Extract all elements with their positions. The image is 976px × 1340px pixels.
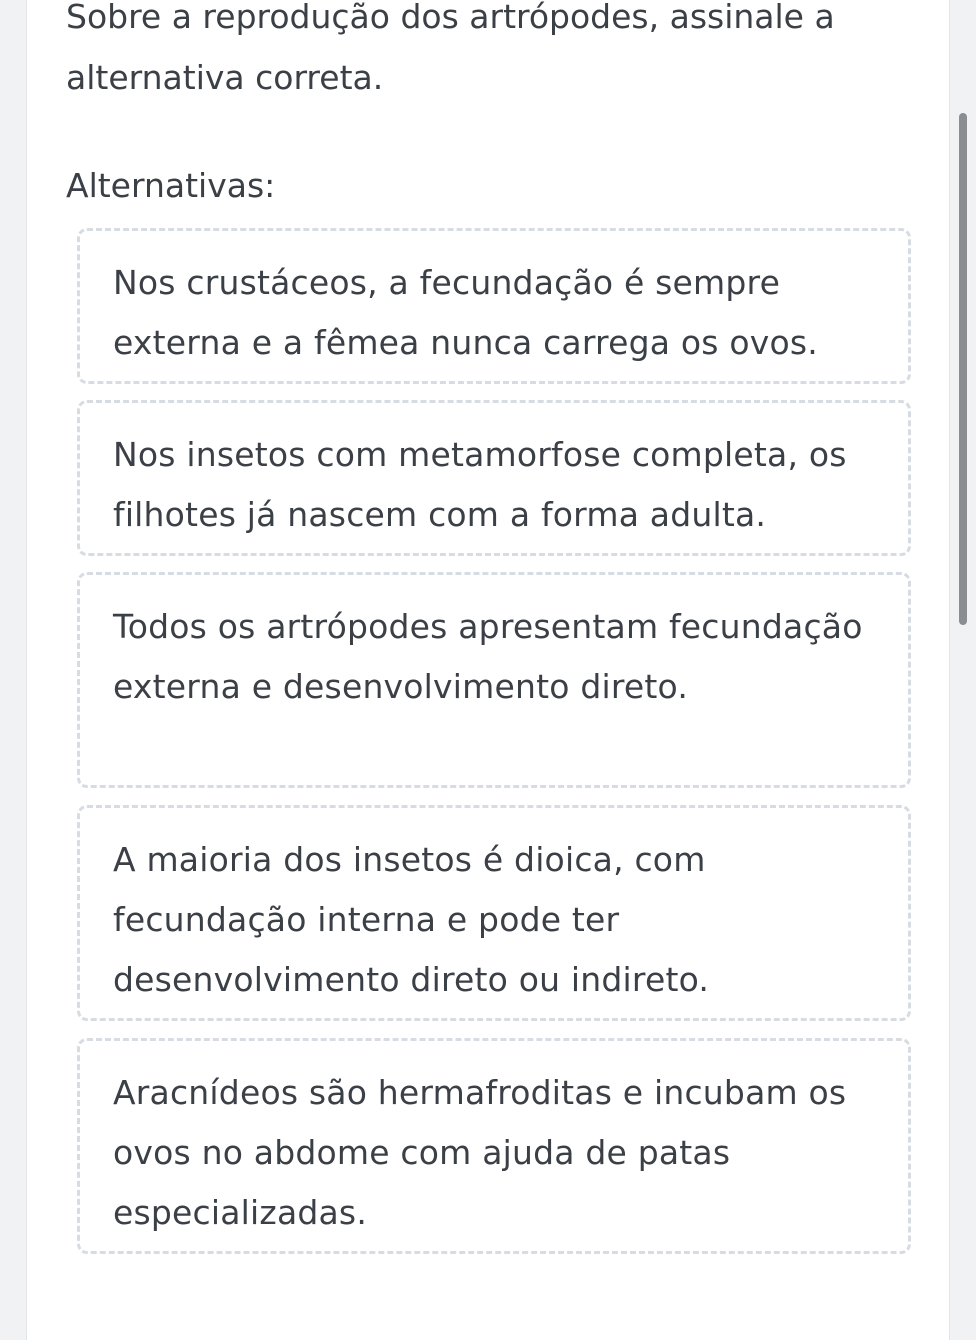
option-1[interactable] — [77, 228, 911, 384]
alternatives-label: Alternativas: — [66, 166, 276, 205]
option-2[interactable] — [77, 400, 911, 556]
option-5[interactable] — [77, 1038, 911, 1254]
option-3[interactable] — [77, 572, 911, 788]
option-4-text: A maioria dos insetos é dioica, com fecundação interna e pode ter desenvolvimento direto ou indireto. — [113, 840, 710, 999]
option-1-text: Nos crustáceos, a fecundação é sempre externa e a fêmea nunca carrega os ovos. — [113, 263, 818, 362]
question-text: Sobre a reprodução dos artrópodes, assinale a alternativa correta. — [66, 0, 835, 97]
option-3-text: Todos os artrópodes apresentam fecundação externa e desenvolvimento direto. — [113, 607, 863, 706]
scrollbar-thumb[interactable] — [959, 113, 967, 625]
option-5-text: Aracnídeos são hermafroditas e incubam os ovos no abdome com ajuda de patas especializadas. — [113, 1073, 847, 1232]
option-4[interactable] — [77, 805, 911, 1021]
option-2-text: Nos insetos com metamorfose completa, os filhotes já nascem com a forma adulta. — [113, 435, 847, 534]
